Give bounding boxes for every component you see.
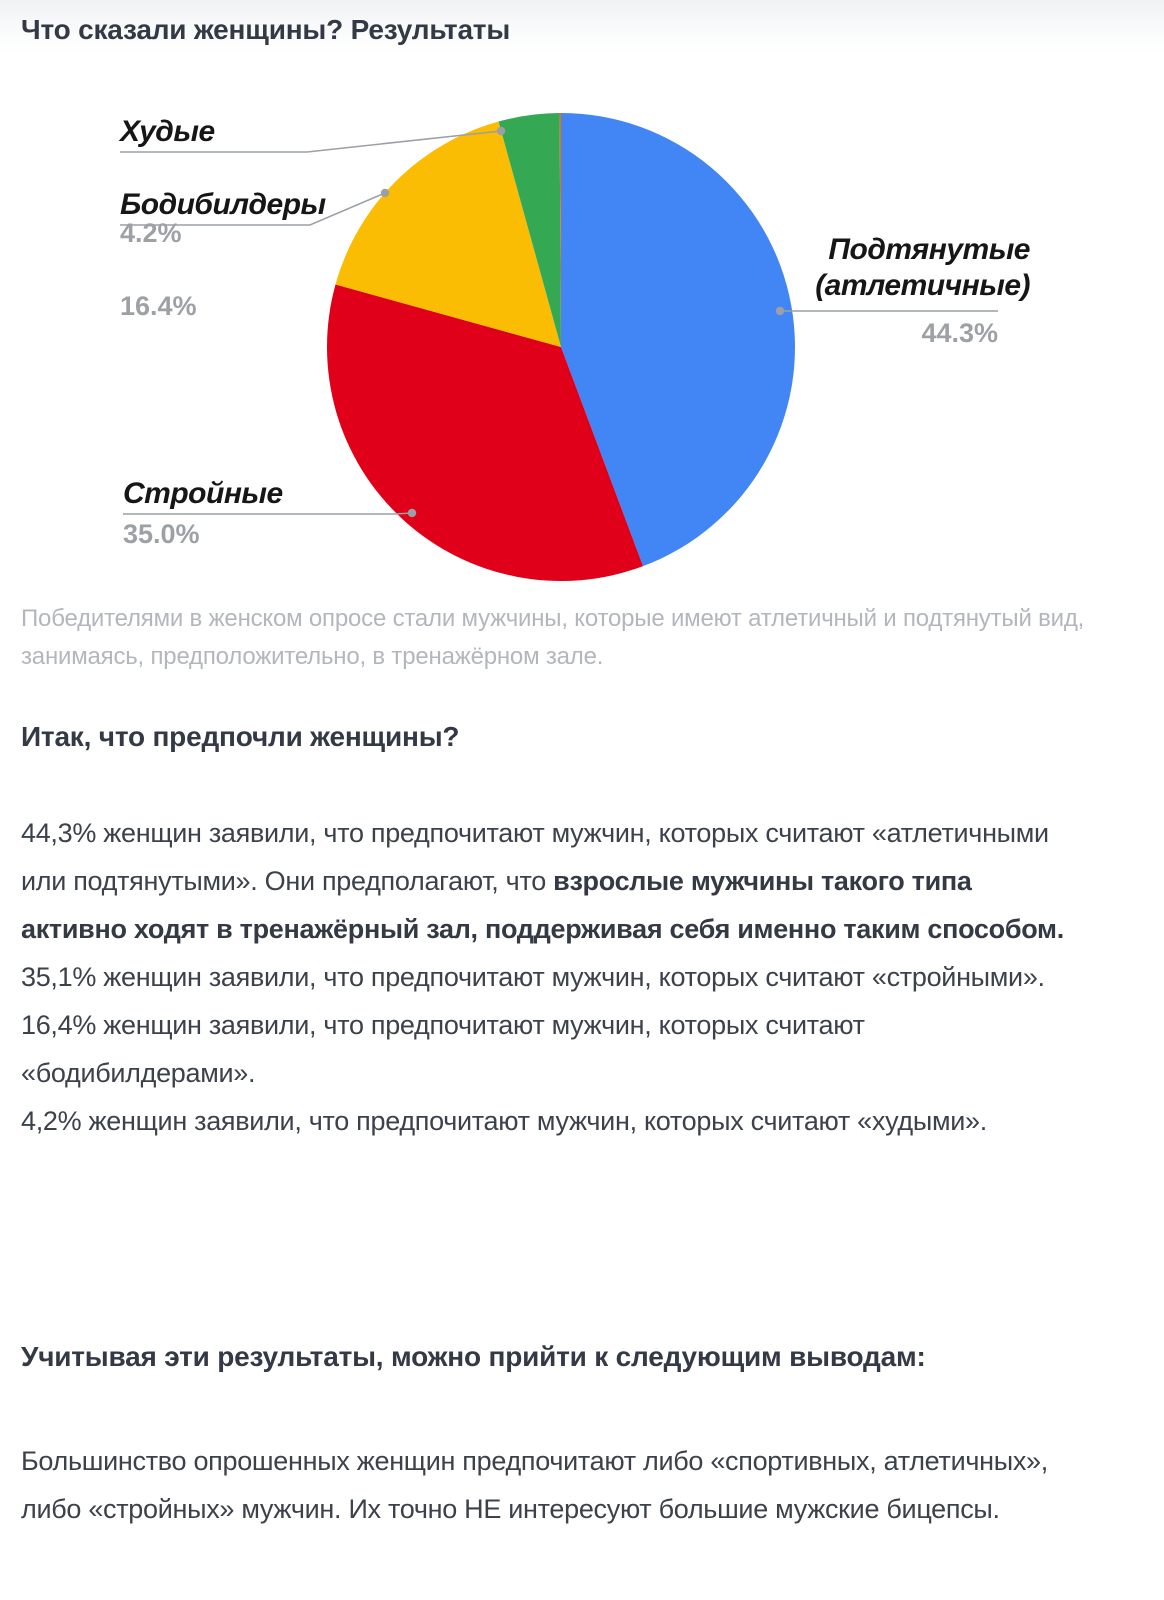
pie-label-fit-line2: (атлетичные) [815,269,1030,302]
pie-pct-slim: 35.0% [123,519,200,549]
leader-line-slim [123,513,412,514]
leader-dot-slim [408,509,416,517]
pie-label-bodybuilders: Бодибилдеры [120,188,326,221]
paragraph-fit-bold: взрослые мужчины такого типа активно ходят в тренажёрный зал, поддерживая себя именно таким способом. [21,866,1064,944]
pie-label-fit-line1: Подтянутые [828,233,1030,266]
conclusion-text-block [21,1437,1081,1533]
pie-pct-bodybuilders: 16.4% [120,291,197,321]
conclusion-paragraph: Большинство опрошенных женщин предпочитают либо «спортивных, атлетичных», либо «стройных» мужчин. Их точно НЕ интересуют большие мужские бицепсы. [21,1446,1048,1524]
pie-pct-fit: 44.3% [921,318,998,348]
chart-caption: Победителями в женском опросе стали мужчины, которые имеют атлетичный и подтянутый вид, занимаясь, предположительно, в тренажёрном зале. [21,605,1085,670]
leader-dot-thin [497,127,505,135]
pie-chart-figure [0,60,1164,600]
page-title: Что сказали женщины? Результаты [21,14,511,45]
conclusion-heading: Учитывая эти результаты, можно прийти к следующим выводам: [21,1341,926,1372]
paragraph-fit-normal: 44,3% женщин заявили, что предпочитают мужчин, которых считают «атлетичными или подтянутыми». Они предполагают, что [21,818,1049,896]
question-heading: Итак, что предпочли женщины? [21,721,460,752]
paragraph-fit [21,809,1081,953]
pie-label-fit [815,232,1030,304]
pie-label-thin: Худые [120,115,215,148]
stat-line-thin: 4,2% женщин заявили, что предпочитают мужчин, которых считают «худыми». [21,1106,987,1136]
survey-results-text [21,809,1081,1145]
stat-line-bodybuilders: 16,4% женщин заявили, что предпочитают мужчин, которых считают «бодибилдерами». [21,1010,865,1088]
pie-label-slim: Стройные [123,477,283,510]
leader-dot-bodybuilders [381,189,389,197]
pie-pct-thin: 4.2% [120,218,182,248]
leader-dot-fit [776,307,784,315]
stat-line-slim: 35,1% женщин заявили, что предпочитают мужчин, которых считают «стройными». [21,962,1045,992]
